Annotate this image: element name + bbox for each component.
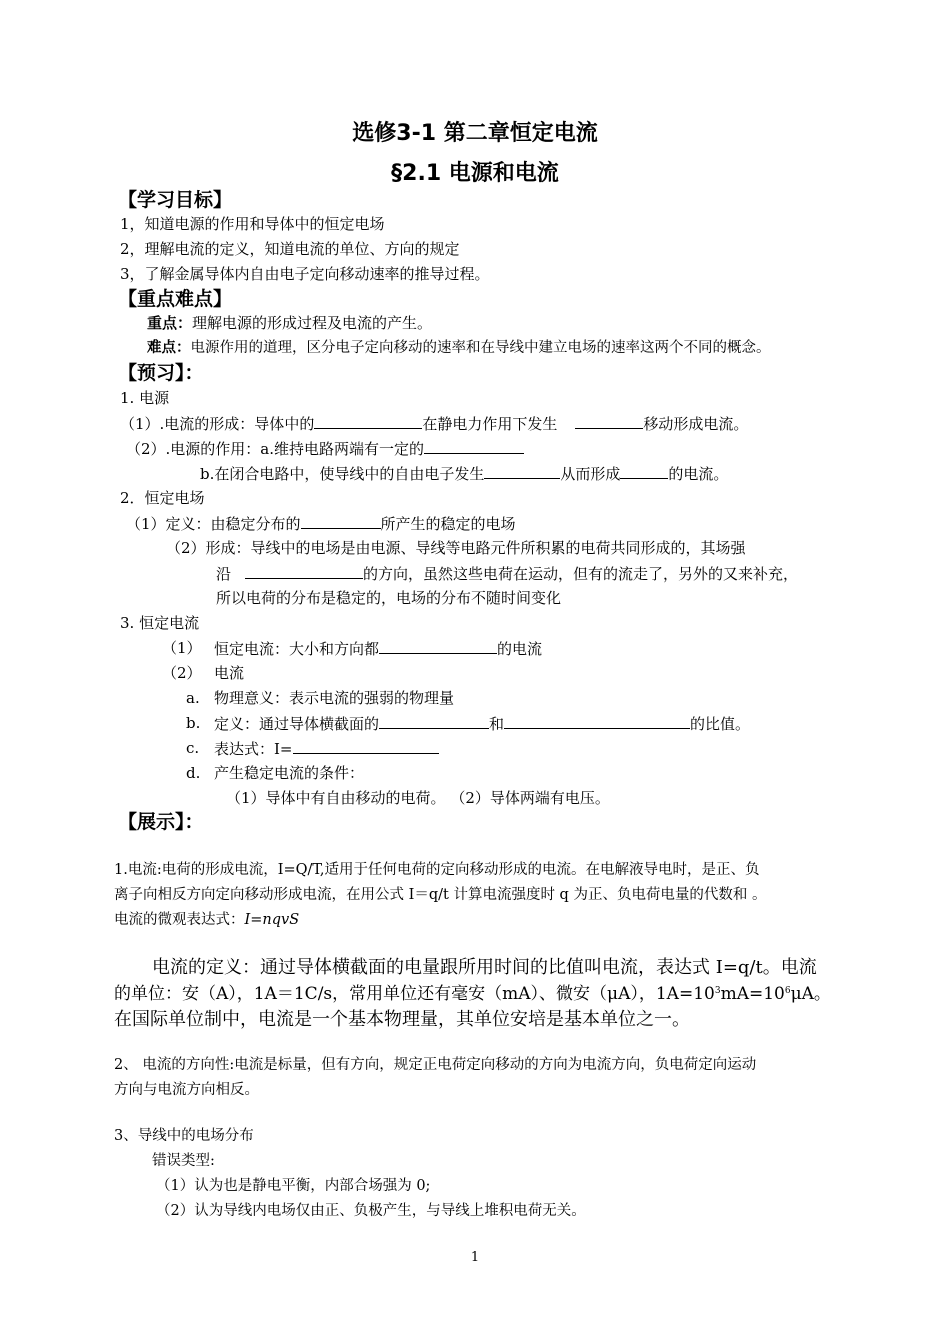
text-segment: 的比值。	[690, 715, 751, 733]
show-p1-line3	[114, 910, 299, 930]
text-segment: 表达式：I=	[214, 740, 293, 758]
text-segment: 沿	[216, 565, 232, 583]
blank-line[interactable]	[245, 563, 363, 579]
preview-s1-2b	[200, 463, 728, 484]
document-title: 选修3-1 第二章恒定电流	[352, 121, 598, 146]
text-segment: 电流的微观表达式：	[114, 912, 245, 928]
item-d-sub: （1）导体中有自由移动的电荷。 （2）导体两端有电压。	[226, 789, 610, 807]
show-p2-line3: 在国际单位制中，电流是一个基本物理量，其单位安培是基本单位之一。	[114, 1009, 690, 1030]
show-p2-line2	[114, 981, 831, 1007]
text-segment: 定义：通过导体横截面的	[214, 715, 380, 733]
blank-line[interactable]	[379, 638, 497, 654]
superscript: 6	[784, 986, 791, 996]
preview-s3-2: 电流	[214, 664, 245, 682]
item-b	[214, 713, 750, 734]
list-marker: d.	[186, 764, 201, 782]
preview-s2-2b	[216, 563, 798, 584]
preview-s1-2	[126, 438, 524, 459]
key-heading: 【重点难点】	[118, 288, 233, 310]
superscript: 3	[714, 986, 721, 996]
focus-line	[147, 313, 432, 333]
difficulty-line	[147, 338, 771, 358]
text-segment: 所产生的稳定的电场	[380, 515, 516, 533]
blank-line[interactable]	[293, 738, 439, 754]
text-segment: （1）.电流的形成：导体中的	[120, 415, 315, 433]
preview-s2-2: （2）形成：导线中的电场是由电源、导线等电路元件所积累的电荷共同形成的，其场强	[166, 539, 746, 557]
text-segment: mA=10	[720, 984, 785, 1004]
text-segment: μA。	[790, 984, 831, 1004]
show-p4-sub: 错误类型:	[152, 1153, 215, 1169]
blank-line[interactable]	[484, 463, 560, 479]
show-p3-line1: 2、 电流的方向性:电流是标量，但有方向，规定正电荷定向移动的方向为电流方向，负电荷定向运动	[114, 1057, 757, 1073]
list-marker: c.	[186, 739, 200, 757]
preview-heading: 【预习】：	[118, 362, 204, 384]
goal-item: 2，理解电流的定义，知道电流的单位、方向的规定	[120, 240, 460, 258]
difficulty-label: 难点：	[147, 339, 191, 356]
preview-s1-1	[120, 413, 748, 434]
text-segment: （1）定义：由稳定分布的	[126, 515, 301, 533]
blank-line[interactable]	[504, 713, 690, 729]
preview-s3: 3. 恒定电流	[120, 614, 200, 632]
formula: I=nqvS	[244, 912, 300, 928]
blank-line[interactable]	[301, 513, 381, 529]
show-p4-title: 3、导线中的电场分布	[114, 1128, 254, 1144]
text-segment: 的单位：安（A），1A＝1C/s，常用单位还有毫安（mA）、微安（μA），1A=10	[114, 984, 715, 1004]
blank-line[interactable]	[575, 413, 643, 429]
preview-s2-1	[126, 513, 516, 534]
text-segment: 恒定电流：大小和方向都	[214, 640, 380, 658]
text-segment: 移动形成电流。	[643, 415, 749, 433]
preview-s3-1	[214, 638, 542, 659]
text-segment: b.在闭合电路中，使导线中的自由电子发生	[200, 465, 485, 483]
blank-line[interactable]	[314, 413, 422, 429]
blank-line[interactable]	[424, 438, 524, 454]
text-segment: 的方向，虽然这些电荷在运动，但有的流走了，另外的又来补充，	[363, 565, 799, 583]
text-segment: （2）.电源的作用：a.维持电路两端有一定的	[126, 440, 425, 458]
show-p4-item: （2）认为导线内电场仅由正、负极产生，与导线上堆积电荷无关。	[156, 1203, 586, 1219]
text-segment: 和	[489, 715, 505, 733]
section-title: §2.1 电源和电流	[391, 161, 559, 186]
item-d: 产生稳定电流的条件：	[214, 764, 365, 782]
show-p2-line1: 电流的定义：通过导体横截面的电量跟所用时间的比值叫电流，表达式 I=q/t。电流	[152, 957, 817, 978]
text-segment: 从而形成	[560, 465, 621, 483]
focus-label: 重点：	[147, 314, 193, 332]
page-number: 1	[470, 1250, 480, 1265]
preview-s1: 1. 电源	[120, 389, 170, 407]
show-p4-item: （1）认为也是静电平衡，内部合场强为 0;	[156, 1178, 431, 1194]
difficulty-text: 电源作用的道理，区分电子定向移动的速率和在导线中建立电场的速率这两个不同的概念。	[190, 340, 771, 356]
show-p3-line2: 方向与电流方向相反。	[114, 1082, 259, 1098]
preview-s3-1-num: （1）	[162, 639, 202, 657]
item-c	[214, 738, 439, 759]
goals-heading: 【学习目标】	[118, 189, 233, 211]
text-segment: 的电流	[497, 640, 543, 658]
text-segment: 的电流。	[668, 465, 729, 483]
list-marker: b.	[186, 714, 201, 732]
item-a: 物理意义：表示电流的强弱的物理量	[214, 689, 455, 707]
show-p1-line1: 1.电流:电荷的形成电流，I=Q/T,适用于任何电荷的定向移动形成的电流。在电解液导电时，是正、负	[114, 862, 760, 878]
blank-line[interactable]	[379, 713, 489, 729]
goal-item: 1，知道电源的作用和导体中的恒定电场	[120, 215, 385, 233]
focus-text: 理解电源的形成过程及电流的产生。	[192, 314, 433, 332]
show-heading: 【展示】：	[118, 811, 204, 833]
show-p1-line2: 离子向相反方向定向移动形成电流，在用公式 I＝q/t 计算电流强度时 q 为正、负电荷电量的代数和 。	[114, 887, 767, 903]
list-marker: a.	[186, 689, 200, 707]
preview-s3-2-num: （2）	[162, 664, 202, 682]
goal-item: 3，了解金属导体内自由电子定向移动速率的推导过程。	[120, 265, 490, 283]
text-segment: 在静电力作用下发生	[422, 415, 558, 433]
preview-s2-2c: 所以电荷的分布是稳定的，电场的分布不随时间变化	[216, 589, 562, 607]
preview-s2: 2．恒定电场	[120, 489, 205, 507]
blank-line[interactable]	[620, 463, 668, 479]
